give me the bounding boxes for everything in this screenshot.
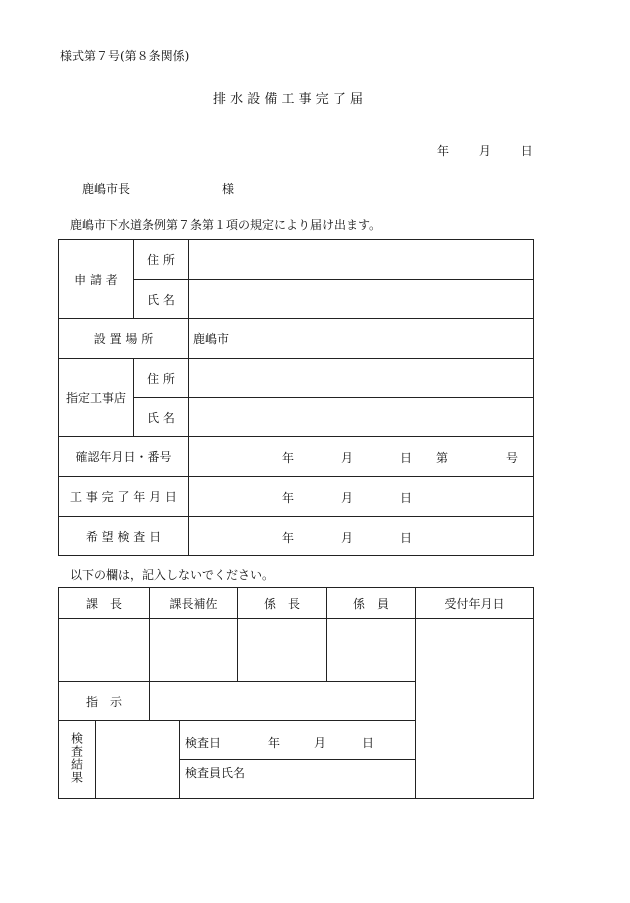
date-month-label: 月 — [478, 144, 491, 158]
header-subsection-chief: 係 長 — [238, 588, 327, 619]
confirm-field[interactable] — [189, 437, 534, 477]
intro-text: 鹿嶋市下水道条例第７条第１項の規定により届け出ます。 — [70, 218, 382, 232]
contractor-address-field[interactable] — [189, 359, 534, 398]
completion-label: 工 事 完 了 年 月 日 — [59, 477, 189, 517]
inspection-result-label — [59, 721, 96, 799]
inspection-result-field[interactable] — [96, 721, 180, 799]
addressee-name: 鹿嶋市長 — [82, 182, 131, 196]
stamp-staff[interactable] — [327, 619, 416, 682]
inspector-label: 検査員氏名 — [185, 766, 246, 780]
inspection-wish-year: 年 — [282, 531, 295, 545]
page-title: 排 水 設 備 工 事 完 了 届 — [213, 92, 364, 107]
stamp-section-chief[interactable] — [59, 619, 150, 682]
inspection-wish-field[interactable] — [189, 517, 534, 556]
completion-field[interactable] — [189, 477, 534, 517]
applicant-name-field[interactable] — [189, 280, 534, 319]
inspection-date-field[interactable] — [180, 721, 416, 760]
applicant-name-label: 氏 名 — [134, 280, 189, 319]
confirm-day: 日 — [400, 451, 413, 465]
date-year-label: 年 — [437, 144, 450, 158]
stamp-deputy-chief[interactable] — [150, 619, 238, 682]
confirm-go: 号 — [506, 451, 519, 465]
inspector-field[interactable] — [180, 760, 416, 799]
form-code: 様式第７号(第８条関係) — [60, 49, 190, 63]
contractor-name-field[interactable] — [189, 398, 534, 437]
inspection-result-text: 検査結果 — [69, 732, 84, 784]
header-staff: 係 員 — [327, 588, 416, 619]
confirm-month: 月 — [341, 451, 354, 465]
location-label: 設 置 場 所 — [59, 319, 189, 359]
addressee-honorific: 様 — [222, 182, 235, 196]
instruction-field[interactable] — [150, 682, 416, 721]
submission-date — [437, 142, 533, 159]
contractor-address-label: 住 所 — [134, 359, 189, 398]
inspection-date-day: 日 — [362, 736, 375, 750]
date-day-label: 日 — [520, 144, 533, 158]
completion-year: 年 — [282, 491, 295, 505]
confirm-year: 年 — [282, 451, 295, 465]
completion-day: 日 — [400, 491, 413, 505]
contractor-name-label: 氏 名 — [134, 398, 189, 437]
completion-month: 月 — [341, 491, 354, 505]
inspection-date-label: 検査日 — [185, 736, 222, 750]
location-value[interactable]: 鹿嶋市 — [189, 319, 534, 359]
contractor-label: 指定工事店 — [59, 359, 134, 437]
instruction-label: 指 示 — [59, 682, 150, 721]
receipt-date-field[interactable] — [416, 619, 534, 799]
confirm-label: 確認年月日・番号 — [59, 437, 189, 477]
application-table — [58, 239, 534, 556]
applicant-address-field[interactable] — [189, 240, 534, 280]
inspection-date-year: 年 — [268, 736, 281, 750]
header-section-chief: 課 長 — [59, 588, 150, 619]
inspection-wish-label: 希 望 検 査 日 — [59, 517, 189, 556]
applicant-label: 申 請 者 — [59, 240, 134, 319]
stamp-subsection-chief[interactable] — [238, 619, 327, 682]
office-use-table — [58, 587, 534, 799]
notice-text: 以下の欄は，記入しないでください。 — [70, 568, 275, 582]
header-receipt-date: 受付年月日 — [416, 588, 534, 619]
inspection-wish-month: 月 — [341, 531, 354, 545]
inspection-date-month: 月 — [314, 736, 327, 750]
confirm-no: 第 — [436, 451, 449, 465]
applicant-address-label: 住 所 — [134, 240, 189, 280]
inspection-wish-day: 日 — [400, 531, 413, 545]
header-deputy-chief: 課長補佐 — [150, 588, 238, 619]
